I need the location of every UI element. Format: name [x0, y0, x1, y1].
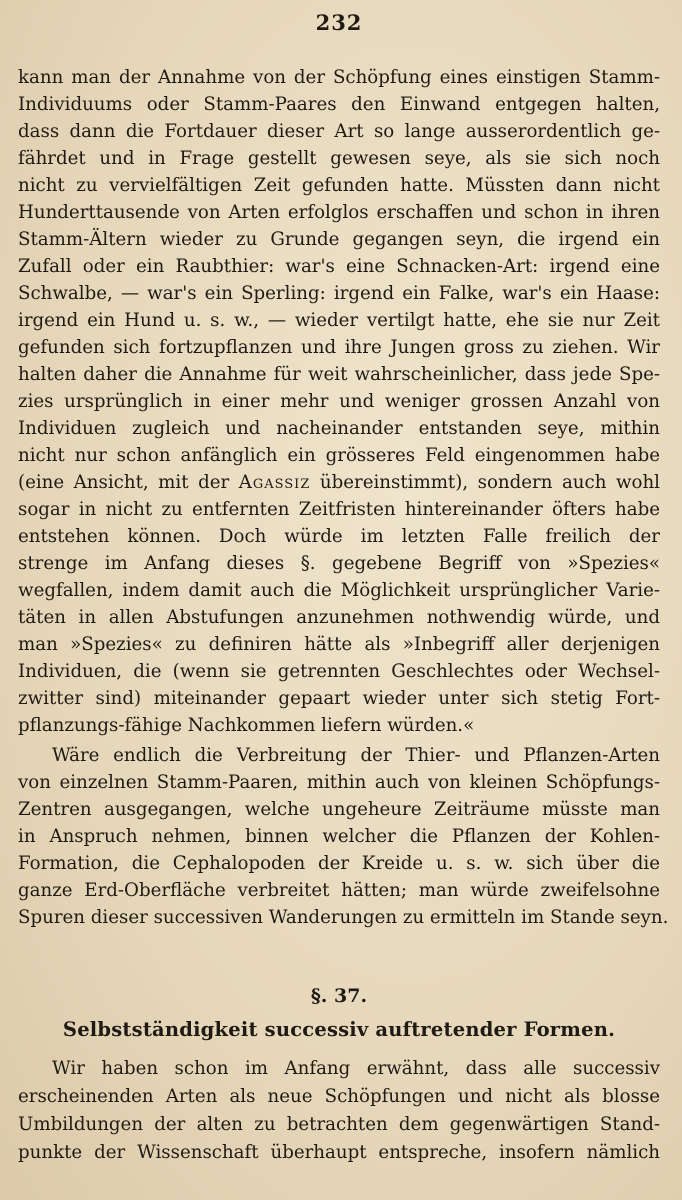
text-line: Umbildungen der alten zu betrachten dem gegenwärtigen Stand- [18, 1114, 660, 1135]
book-page [18, 0, 669, 1200]
text-line: gefunden sich fortzupflanzen und ihre Jungen gross zu ziehen. Wir [18, 337, 660, 358]
text-line: zies ursprünglich in einer mehr und weniger grossen Anzahl von [18, 391, 660, 412]
text-line: halten daher die Annahme für weit wahrscheinlicher, dass jede Spe- [18, 364, 660, 385]
text-line: Wir haben schon im Anfang erwähnt, dass alle successiv [52, 1058, 660, 1079]
text-line: in Anspruch nehmen, binnen welcher die Pflanzen der Kohlen- [18, 826, 660, 847]
text-line: von einzelnen Stamm-Paaren, mithin auch von kleinen Schöpfungs- [18, 772, 660, 793]
text-line: Individuen zugleich und nacheinander entstanden seye, mithin [18, 418, 660, 439]
text-segment: (eine Ansicht, mit der [18, 472, 239, 493]
text-line: erscheinenden Arten als neue Schöpfungen und nicht als blosse [18, 1086, 660, 1107]
text-line: strenge im Anfang dieses §. gegebene Begriff von »Spezies« [18, 553, 660, 574]
text-line: dass dann die Fortdauer dieser Art so lange ausserordentlich ge- [18, 121, 660, 142]
text-line: punkte der Wissenschaft überhaupt entspreche, insofern nämlich [18, 1142, 660, 1163]
page-number: 232 [315, 10, 363, 35]
text-line: Zufall oder ein Raubthier: war's eine Schnacken-Art: irgend eine [18, 256, 660, 277]
text-line: Individuen, die (wenn sie getrennten Geschlechtes oder Wechsel- [18, 661, 660, 682]
section-number: §. 37. [310, 985, 368, 1007]
text-line: sogar in nicht zu entfernten Zeitfristen hintereinander öfters habe [18, 499, 660, 520]
text-line: nicht nur schon anfänglich ein grösseres Feld eingenommen habe [18, 445, 660, 466]
text-line: Spuren dieser successiven Wanderungen zu ermitteln im Stande seyn. [18, 907, 669, 928]
text-line: pflanzungs-fähige Nachkommen liefern würden.« [18, 715, 475, 736]
text-line-agassiz [18, 469, 660, 496]
text-line: Individuums oder Stamm-Paares den Einwand entgegen halten, [18, 94, 660, 115]
text-line: Formation, die Cephalopoden der Kreide u. s. w. sich über die [18, 853, 660, 874]
text-line: man »Spezies« zu definiren hätte als »Inbegriff aller derjenigen [18, 634, 660, 655]
author-name-agassiz: Agassiz [238, 472, 311, 493]
text-line: täten in allen Abstufungen anzunehmen nothwendig würde, und [18, 607, 660, 628]
text-segment: übereinstimmt), sondern auch wohl [310, 472, 660, 493]
text-line: Wäre endlich die Verbreitung der Thier- und Pflanzen-Arten [52, 745, 660, 766]
text-line: Stamm-Ältern wieder zu Grunde gegangen seyn, die irgend ein [18, 229, 660, 250]
text-line: zwitter sind) miteinander gepaart wieder unter sich stetig Fort- [18, 688, 660, 709]
section-title: Selbstständigkeit successiv auftretender Formen. [62, 1018, 616, 1041]
text-line: kann man der Annahme von der Schöpfung eines einstigen Stamm- [18, 67, 660, 88]
text-line: ganze Erd-Oberfläche verbreitet hätten; man würde zweifelsohne [18, 880, 660, 901]
text-line: Hunderttausende von Arten erfolglos erschaffen und schon in ihren [18, 202, 660, 223]
text-line: entstehen können. Doch würde im letzten Falle freilich der [18, 526, 660, 547]
text-line: fährdet und in Frage gestellt gewesen seye, als sie sich noch [18, 148, 660, 169]
text-line: irgend ein Hund u. s. w., — wieder vertilgt hatte, ehe sie nur Zeit [18, 310, 660, 331]
text-line: Zentren ausgegangen, welche ungeheure Zeiträume müsste man [18, 799, 660, 820]
text-line: wegfallen, indem damit auch die Möglichkeit ursprünglicher Varie- [18, 580, 660, 601]
text-line: nicht zu vervielfältigen Zeit gefunden hatte. Müssten dann nicht [18, 175, 660, 196]
text-line: Schwalbe, — war's ein Sperling: irgend ein Falke, war's ein Haase: [18, 283, 660, 304]
